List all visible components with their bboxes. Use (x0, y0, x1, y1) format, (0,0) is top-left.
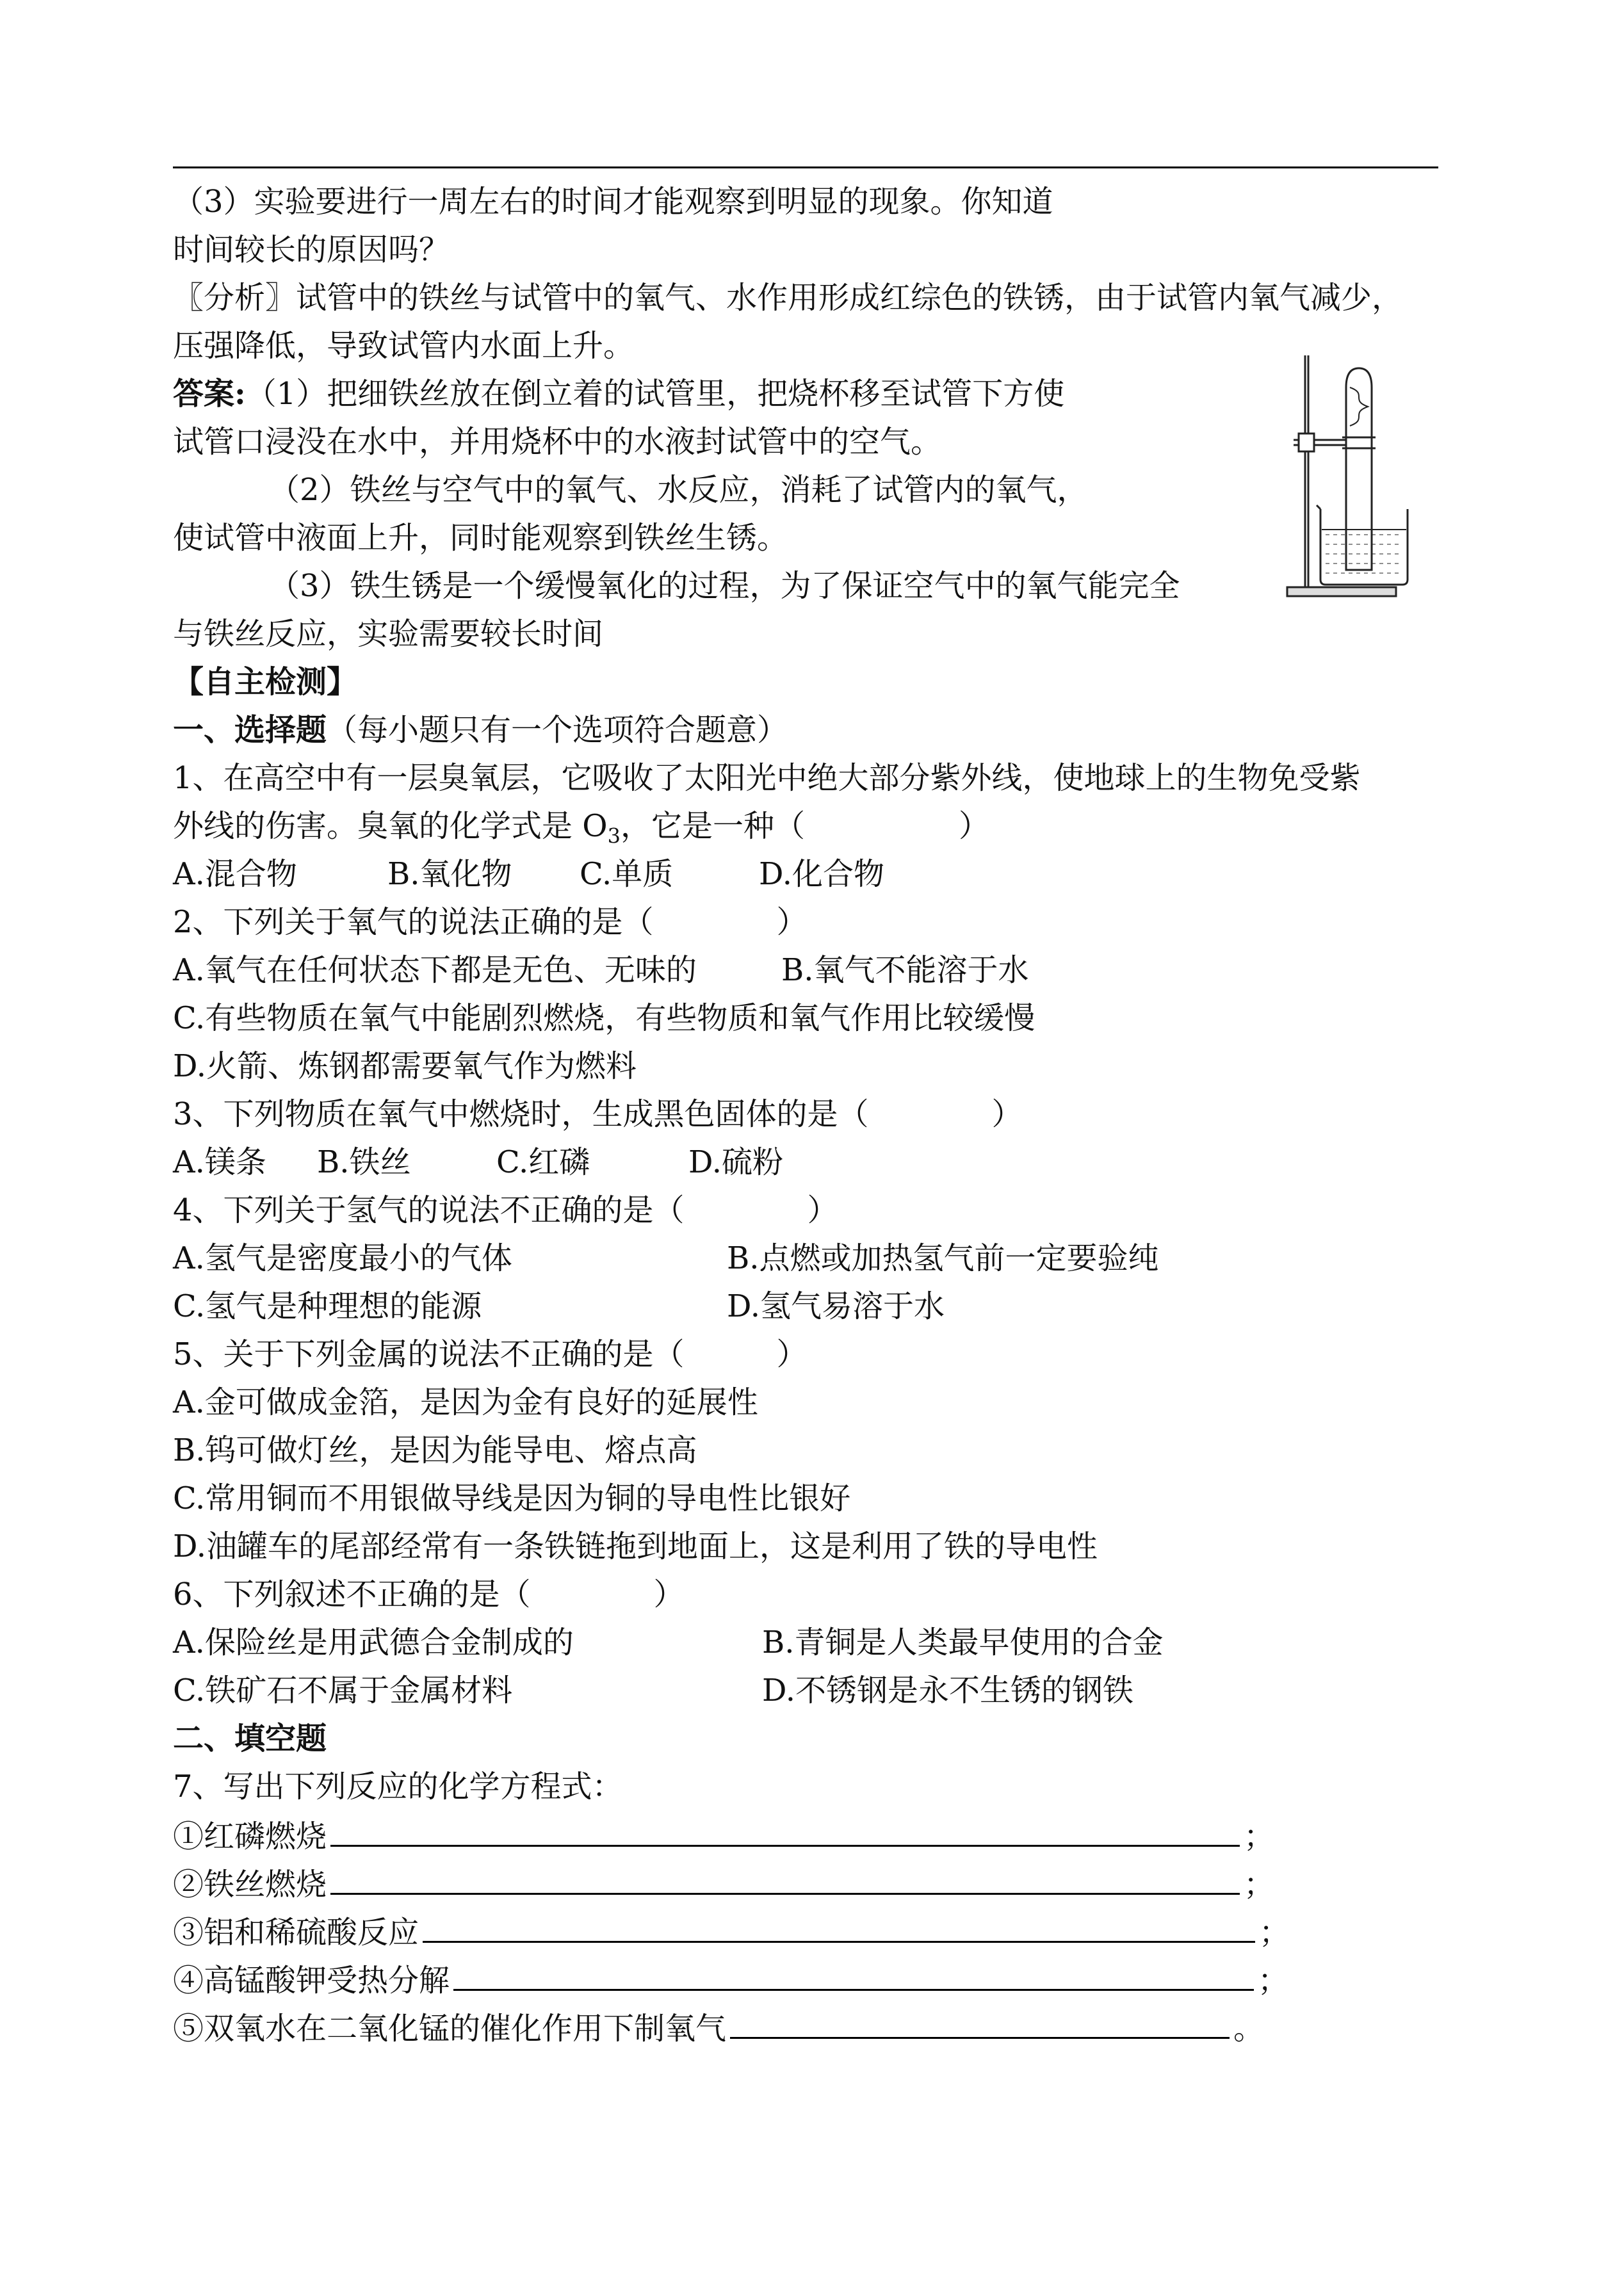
q5-option-a: A.金可做成金箔，是因为金有良好的延展性 (173, 1384, 758, 1420)
q7-item-2-label: ②铁丝燃烧 (173, 1867, 327, 1902)
q3-line-1: （3）实验要进行一周左右的时间才能观察到明显的现象。你知道 (173, 184, 1053, 220)
part2-title: 二、填空题 (173, 1721, 327, 1756)
q1-option-d: D.化合物 (759, 856, 885, 892)
q6-option-a: A.保险丝是用武德合金制成的 (173, 1625, 574, 1660)
q6-stem: 6、下列叙述不正确的是（ ） (173, 1577, 685, 1612)
q2-option-d: D.火箭、炼钢都需要氧气作为燃料 (173, 1048, 637, 1084)
q7-item-1-end: ； (1244, 1819, 1275, 1854)
q1-option-c: C.单质 (580, 856, 674, 892)
answer-blank-4[interactable] (453, 1959, 1254, 1991)
answer-2-line-2: 使试管中液面上升，同时能观察到铁丝生锈。 (173, 520, 788, 556)
answer-3-line-1: （3）铁生锈是一个缓慢氧化的过程，为了保证空气中的氧气能完全 (269, 568, 1180, 604)
part1-title: 一、选择题 (173, 712, 327, 748)
q1-option-a: A.混合物 (173, 856, 297, 892)
q5-option-c: C.常用铜而不用银做导线是因为铜的导电性比银好 (173, 1480, 851, 1516)
answer-1-text: （1）把细铁丝放在倒立着的试管里，把烧杯移至试管下方使 (245, 376, 1065, 412)
answer-blank-1[interactable] (330, 1815, 1240, 1847)
analysis-line-1: 〖分析〗试管中的铁丝与试管中的氧气、水作用形成红综色的铁锈，由于试管内氧气减少， (173, 280, 1403, 316)
q2-stem: 2、下列关于氧气的说法正确的是（ ） (173, 904, 808, 940)
q4-option-d: D.氢气易溶于水 (727, 1288, 945, 1324)
q6-option-b: B.青铜是人类最早使用的合金 (762, 1625, 1164, 1660)
q6-option-c: C.铁矿石不属于金属材料 (173, 1673, 513, 1708)
answer-label: 答案: (173, 376, 246, 412)
q2-option-c: C.有些物质在氧气中能剧烈燃烧，有些物质和氧气作用比较缓慢 (173, 1000, 1035, 1036)
apparatus-illustration (1274, 349, 1428, 602)
q4-option-a: A.氢气是密度最小的气体 (173, 1240, 512, 1276)
q4-option-c: C.氢气是种理想的能源 (173, 1288, 482, 1324)
q7-item-5 (173, 2007, 1264, 2048)
q5-stem: 5、关于下列金属的说法不正确的是（ ） (173, 1336, 808, 1372)
q1-text-a: 外线的伤害。臭氧的化学式是 O (173, 808, 608, 844)
q3-option-b: B.铁丝 (317, 1144, 411, 1180)
q7-item-4-label: ④高锰酸钾受热分解 (173, 1963, 450, 1999)
q5-option-b: B.钨可做灯丝，是因为能导电、熔点高 (173, 1432, 697, 1468)
q1-line-2 (173, 807, 989, 856)
q1-option-b: B.氧化物 (387, 856, 512, 892)
answer-blank-5[interactable] (730, 2007, 1230, 2039)
q1-text-b: ，它是一种（ ） (620, 808, 989, 844)
q3-option-a: A.镁条 (173, 1144, 266, 1180)
answer-blank-2[interactable] (330, 1863, 1240, 1895)
q7-item-1-label: ①红磷燃烧 (173, 1819, 327, 1854)
q2-option-a: A.氧气在任何状态下都是无色、无味的 (173, 952, 697, 988)
q7-item-2-end: ； (1244, 1867, 1275, 1902)
answer-3-line-2: 与铁丝反应，实验需要较长时间 (173, 616, 604, 652)
q7-item-2 (173, 1863, 1274, 1904)
q3-option-c: C.红磷 (496, 1144, 590, 1180)
q7-item-3 (173, 1911, 1290, 1952)
q7-stem: 7、写出下列反应的化学方程式： (173, 1769, 623, 1804)
answer-blank-3[interactable] (423, 1911, 1255, 1943)
part1-heading (173, 711, 788, 749)
q5-option-d: D.油罐车的尾部经常有一条铁链拖到地面上，这是利用了铁的导电性 (173, 1529, 1098, 1564)
q3-option-d: D.硫粉 (688, 1144, 784, 1180)
q4-option-b: B.点燃或加热氢气前一定要验纯 (727, 1240, 1159, 1276)
header-rule (173, 166, 1438, 168)
q7-item-3-end: ； (1259, 1915, 1290, 1950)
q2-option-b: B.氧气不能溶于水 (781, 952, 1029, 988)
q7-item-5-end: 。 (1233, 2011, 1265, 2047)
q3-line-2: 时间较长的原因吗？ (173, 232, 450, 268)
q1-line-1: 1、在高空中有一层臭氧层，它吸收了太阳光中绝大部分紫外线，使地球上的生物免受紫 (173, 760, 1361, 796)
q7-item-1 (173, 1815, 1274, 1856)
q4-stem: 4、下列关于氢气的说法不正确的是（ ） (173, 1192, 838, 1228)
self-check-heading: 【自主检测】 (173, 664, 358, 700)
q7-item-3-label: ③铝和稀硫酸反应 (173, 1915, 419, 1950)
q6-option-d: D.不锈钢是永不生锈的钢铁 (762, 1673, 1134, 1708)
analysis-line-2: 压强降低，导致试管内水面上升。 (173, 328, 635, 364)
answer-1-line-1 (173, 375, 1064, 413)
answer-1-line-2: 试管口浸没在水中，并用烧杯中的水液封试管中的空气。 (173, 424, 942, 460)
q3-stem: 3、下列物质在氧气中燃烧时，生成黑色固体的是（ ） (173, 1096, 1023, 1132)
part1-note: （每小题只有一个选项符合题意） (327, 712, 788, 748)
q7-item-4-end: ； (1258, 1963, 1289, 1999)
q1-subscript: 3 (607, 823, 621, 848)
answer-2-line-1: （2）铁丝与空气中的氧气、水反应，消耗了试管内的氧气， (269, 472, 1088, 508)
q7-item-5-label: ⑤双氧水在二氧化锰的催化作用下制氧气 (173, 2011, 727, 2047)
q7-item-4 (173, 1959, 1288, 2000)
